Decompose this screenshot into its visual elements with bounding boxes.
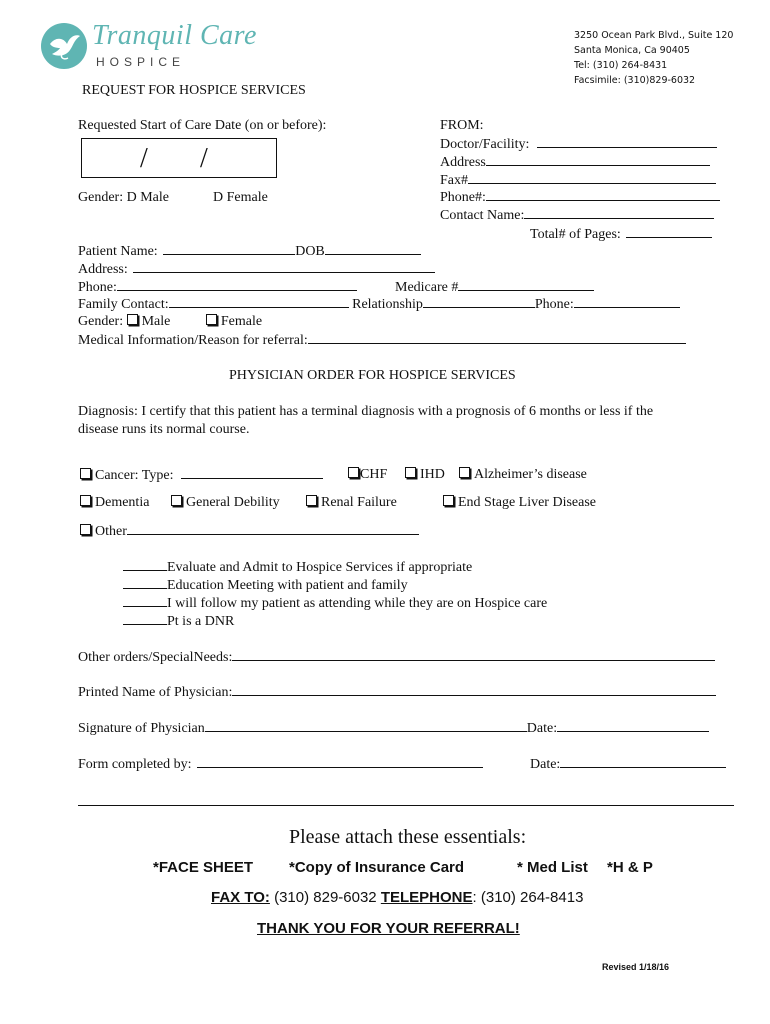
signature-field[interactable] xyxy=(78,720,709,737)
tel: Tel: (310) 264-8431 xyxy=(574,60,668,71)
dementia-option xyxy=(80,495,149,511)
address-block xyxy=(574,28,733,88)
completed-date-field[interactable] xyxy=(530,756,726,773)
from-phone-label: Phone#: xyxy=(440,190,486,205)
medical-info-field[interactable] xyxy=(78,332,686,349)
chf-label: CHF xyxy=(360,467,388,482)
order-dnr[interactable] xyxy=(123,613,234,630)
male-checkbox[interactable] xyxy=(127,314,138,325)
patient-name-label: Patient Name: xyxy=(78,244,158,259)
form-title: REQUEST FOR HOSPICE SERVICES xyxy=(82,83,306,98)
order-evaluate[interactable] xyxy=(123,559,472,576)
chf-option xyxy=(348,467,387,483)
medicare-label: Medicare # xyxy=(395,280,459,295)
medicare-field[interactable] xyxy=(395,279,594,296)
logo-name: Tranquil Care xyxy=(92,20,257,51)
date-separator-1: / xyxy=(140,143,148,174)
revised-date: Revised 1/18/16 xyxy=(602,962,670,972)
relationship-label: Relationship xyxy=(352,297,423,312)
order-attending-label: I will follow my patient as attending while they are on Hospice care xyxy=(167,596,548,611)
from-label: FROM: xyxy=(440,118,484,133)
renal-option xyxy=(306,495,397,511)
doctor-facility-field[interactable] xyxy=(440,136,717,153)
patient-phone-label: Phone: xyxy=(78,280,117,295)
total-pages-field[interactable] xyxy=(530,226,712,243)
order-evaluate-label: Evaluate and Admit to Hospice Services if appropriate xyxy=(167,560,473,575)
from-address-field[interactable] xyxy=(440,154,710,171)
logo-sub: HOSPICE xyxy=(96,55,186,69)
order-attending[interactable] xyxy=(123,595,547,612)
cancer-option xyxy=(80,467,323,484)
thank-you: THANK YOU FOR YOUR REFERRAL! xyxy=(257,920,520,937)
attach-title: Please attach these essentials: xyxy=(289,826,527,848)
telephone-label: TELEPHONE xyxy=(380,889,473,906)
ihd-option xyxy=(405,467,445,483)
start-date-label: Requested Start of Care Date (on or before): xyxy=(78,118,327,133)
med-list-item: * Med List xyxy=(517,859,588,876)
insurance-card-item: *Copy of Insurance Card xyxy=(289,859,465,876)
renal-label: Renal Failure xyxy=(321,495,397,510)
family-phone-label: Phone: xyxy=(534,297,574,312)
order-education[interactable] xyxy=(123,577,408,594)
logo xyxy=(40,20,290,72)
physician-order-title: PHYSICIAN ORDER FOR HOSPICE SERVICES xyxy=(229,368,516,383)
debility-checkbox[interactable] xyxy=(171,495,182,506)
alzheimers-option xyxy=(459,467,587,483)
other-orders-field[interactable] xyxy=(78,649,715,666)
fax-to-number: (310) 829-6032 xyxy=(269,889,381,906)
patient-phone-field[interactable] xyxy=(78,279,357,296)
renal-checkbox[interactable] xyxy=(306,495,317,506)
gender-female-option[interactable]: D Female xyxy=(213,190,268,205)
signature-date-label: Date: xyxy=(526,721,558,736)
family-contact-field[interactable] xyxy=(78,296,680,313)
completed-date-label: Date: xyxy=(530,757,561,772)
debility-label: General Debility xyxy=(186,495,280,510)
start-date-box[interactable] xyxy=(81,138,277,178)
printed-name-label: Printed Name of Physician: xyxy=(78,685,233,700)
hp-item: *H & P xyxy=(607,859,653,876)
liver-option xyxy=(443,495,596,511)
diagnosis-line1: Diagnosis: I certify that this patient has a terminal diagnosis with a prognosis of 6 months or less if the xyxy=(78,404,654,419)
total-pages-label: Total# of Pages: xyxy=(530,227,621,242)
other-orders-label: Other orders/SpecialNeeds: xyxy=(78,650,233,665)
debility-option xyxy=(171,495,280,511)
male-label: Male xyxy=(141,314,171,329)
dementia-label: Dementia xyxy=(95,495,150,510)
other-label: Other xyxy=(95,524,127,539)
diagnosis-line2: disease runs its normal course. xyxy=(78,422,250,437)
address-line2: Santa Monica, Ca 90405 xyxy=(574,45,690,56)
alzheimers-checkbox[interactable] xyxy=(459,467,470,478)
other-checkbox[interactable] xyxy=(80,524,91,535)
address-line1: 3250 Ocean Park Blvd., Suite 120 xyxy=(574,30,734,41)
contact-name-label: Contact Name: xyxy=(440,208,525,223)
divider xyxy=(78,805,734,806)
telephone-number: : (310) 264-8413 xyxy=(472,889,584,906)
patient-gender-field xyxy=(78,314,262,330)
ihd-checkbox[interactable] xyxy=(405,467,416,478)
family-contact-label: Family Contact: xyxy=(78,297,169,312)
doctor-facility-label: Doctor/Facility: xyxy=(440,137,530,152)
dob-label: DOB xyxy=(295,244,325,259)
chf-checkbox[interactable] xyxy=(348,467,359,478)
cancer-checkbox[interactable] xyxy=(80,468,91,479)
other-option xyxy=(80,523,419,540)
completed-by-label: Form completed by: xyxy=(78,757,192,772)
alzheimers-label: Alzheimer’s disease xyxy=(474,467,587,482)
female-checkbox[interactable] xyxy=(206,314,217,325)
gender-male-option[interactable]: Gender: D Male xyxy=(78,190,169,205)
facsimile: Facsimile: (310)829-6032 xyxy=(574,75,696,86)
cancer-label: Cancer: Type: xyxy=(95,468,174,483)
female-label: Female xyxy=(220,314,263,329)
patient-gender-label: Gender: xyxy=(78,314,124,329)
from-fax-label: Fax# xyxy=(440,173,468,188)
fax-to-label: FAX TO: xyxy=(211,889,270,906)
liver-checkbox[interactable] xyxy=(443,495,454,506)
patient-address-label: Address: xyxy=(78,262,128,277)
from-phone-field[interactable] xyxy=(440,189,720,206)
patient-address-field[interactable] xyxy=(78,261,435,278)
dove-logo-icon xyxy=(40,22,88,70)
completed-by-field[interactable] xyxy=(78,756,483,773)
date-separator-2: / xyxy=(200,143,208,174)
patient-name-field[interactable] xyxy=(78,243,421,260)
medical-info-label: Medical Information/Reason for referral: xyxy=(78,333,308,348)
from-fax-field[interactable] xyxy=(440,172,716,189)
signature-label: Signature of Physician xyxy=(78,721,205,736)
ihd-label: IHD xyxy=(420,467,445,482)
face-sheet-item: *FACE SHEET xyxy=(153,859,254,876)
order-education-label: Education Meeting with patient and family xyxy=(167,578,408,593)
from-address-label: Address xyxy=(440,155,486,170)
liver-label: End Stage Liver Disease xyxy=(458,495,597,510)
order-dnr-label: Pt is a DNR xyxy=(167,614,235,629)
dementia-checkbox[interactable] xyxy=(80,495,91,506)
contact-name-field[interactable] xyxy=(440,207,714,224)
fax-telephone-line xyxy=(211,889,583,906)
printed-name-field[interactable] xyxy=(78,684,716,701)
